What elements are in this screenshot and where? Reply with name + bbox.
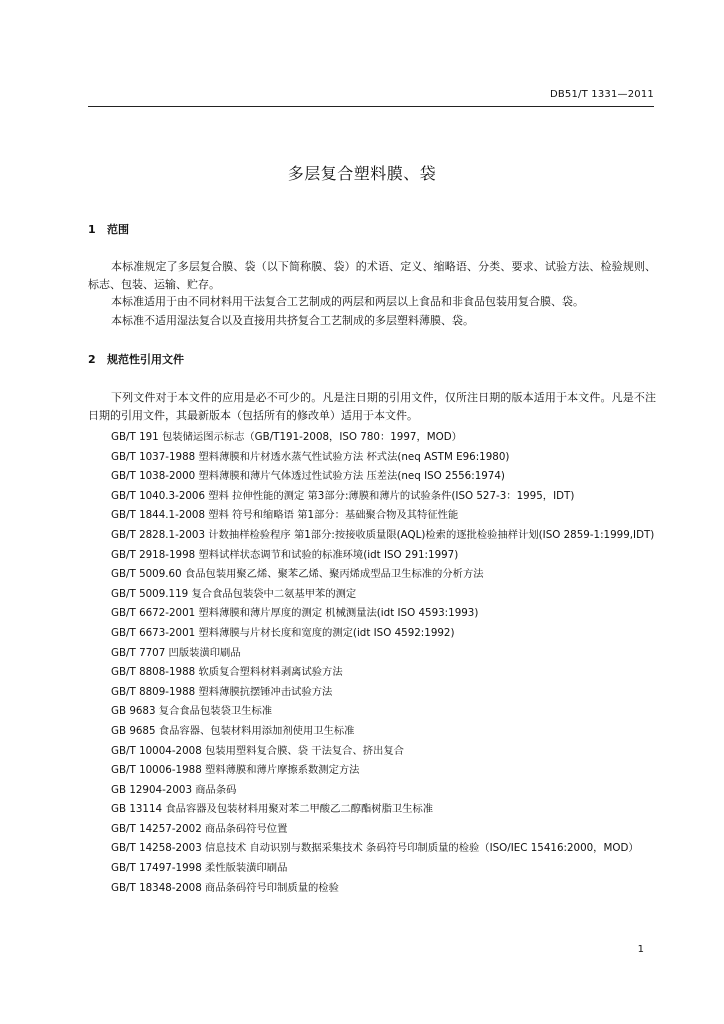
section-number: 2 [88, 353, 96, 366]
section-title: 规范性引用文件 [107, 353, 184, 366]
reference-item: GB/T 7707 凹版装潢印刷品 [111, 646, 241, 659]
reference-item: GB/T 10006-1988 塑料薄膜和薄片摩擦系数测定方法 [111, 764, 360, 777]
section-2-intro-paragraph: 下列文件对于本文件的应用是必不可少的。凡是注日期的引用文件，仅所注日期的版本适用于本文件。凡是不注日期的引用文件，其最新版本（包括所有的修改单）适用于本文件。 [88, 391, 656, 422]
reference-item: GB 12904-2003 商品条码 [111, 783, 237, 796]
section-title: 范围 [107, 223, 129, 236]
reference-item: GB/T 2828.1-2003 计数抽样检验程序 第1部分:按接收质量限(AQL)检索的逐批检验抽样计划(ISO 2859-1:1999,IDT) [111, 528, 655, 541]
reference-item: GB/T 14257-2002 商品条码符号位置 [111, 822, 288, 835]
page-number: 1 [637, 944, 644, 955]
reference-item: GB/T 1038-2000 塑料薄膜和薄片气体透过性试验方法 压差法(neq ISO 2556:1974) [111, 470, 505, 483]
document-title: 多层复合塑料膜、袋 [287, 164, 437, 183]
reference-item: GB/T 10004-2008 包装用塑料复合膜、袋 干法复合、挤出复合 [111, 744, 404, 757]
header-standard-code: DB51/T 1331—2011 [549, 89, 654, 100]
section-1-paragraph: 本标准适用于由不同材料用干法复合工艺制成的两层和两层以上食品和非食品包装用复合膜、袋。 [111, 295, 584, 308]
section-1-heading [88, 221, 129, 237]
reference-item: GB/T 5009.119 复合食品包装袋中二氨基甲苯的测定 [111, 587, 357, 600]
reference-item: GB/T 6673-2001 塑料薄膜与片材长度和宽度的测定(idt ISO 4592:1992) [111, 626, 455, 639]
reference-item: GB/T 8809-1988 塑料薄膜抗摆锤冲击试验方法 [111, 685, 333, 698]
reference-item: GB 9683 复合食品包装袋卫生标准 [111, 705, 273, 718]
reference-item: GB/T 6672-2001 塑料薄膜和薄片厚度的测定 机械测量法(idt ISO 4593:1993) [111, 607, 479, 620]
reference-item: GB/T 18348-2008 商品条码符号印制质量的检验 [111, 881, 339, 894]
section-1-paragraph: 本标准不适用湿法复合以及直接用共挤复合工艺制成的多层塑料薄膜、袋。 [111, 314, 474, 327]
reference-item: GB/T 17497-1998 柔性版装潢印刷品 [111, 862, 288, 875]
reference-item: GB/T 2918-1998 塑料试样状态调节和试验的标准环境(idt ISO 291:1997) [111, 548, 459, 561]
reference-item: GB/T 5009.60 食品包装用聚乙烯、聚苯乙烯、聚丙烯成型品卫生标准的分析方法 [111, 568, 484, 581]
reference-item: GB/T 14258-2003 信息技术 自动识别与数据采集技术 条码符号印制质量的检验（ISO/IEC 15416:2000，MOD） [111, 842, 639, 855]
normative-references-list [88, 428, 658, 898]
section-number: 1 [88, 223, 96, 236]
header-divider [88, 106, 654, 107]
section-2-heading [88, 351, 184, 367]
section-1-paragraph: 本标准规定了多层复合膜、袋（以下简称膜、袋）的术语、定义、缩略语、分类、要求、试验方法、检验规则、标志、包装、运输、贮存。 [88, 260, 656, 291]
reference-item: GB/T 8808-1988 软质复合塑料材料剥离试验方法 [111, 666, 343, 679]
reference-item: GB/T 1037-1988 塑料薄膜和片材透水蒸气性试验方法 杯式法(neq ASTM E96:1980) [111, 450, 510, 463]
reference-item: GB 13114 食品容器及包装材料用聚对苯二甲酸乙二醇酯树脂卫生标准 [111, 803, 434, 816]
reference-item: GB/T 191 包装储运图示标志（GB/T191-2008，ISO 780：1997，MOD） [111, 431, 462, 443]
reference-item: GB/T 1844.1-2008 塑料 符号和缩略语 第1部分：基础聚合物及其特征性能 [111, 509, 459, 522]
reference-item: GB 9685 食品容器、包装材料用添加剂使用卫生标准 [111, 724, 355, 737]
reference-item: GB/T 1040.3-2006 塑料 拉伸性能的测定 第3部分:薄膜和薄片的试验条件(ISO 527-3：1995，IDT) [111, 489, 575, 502]
